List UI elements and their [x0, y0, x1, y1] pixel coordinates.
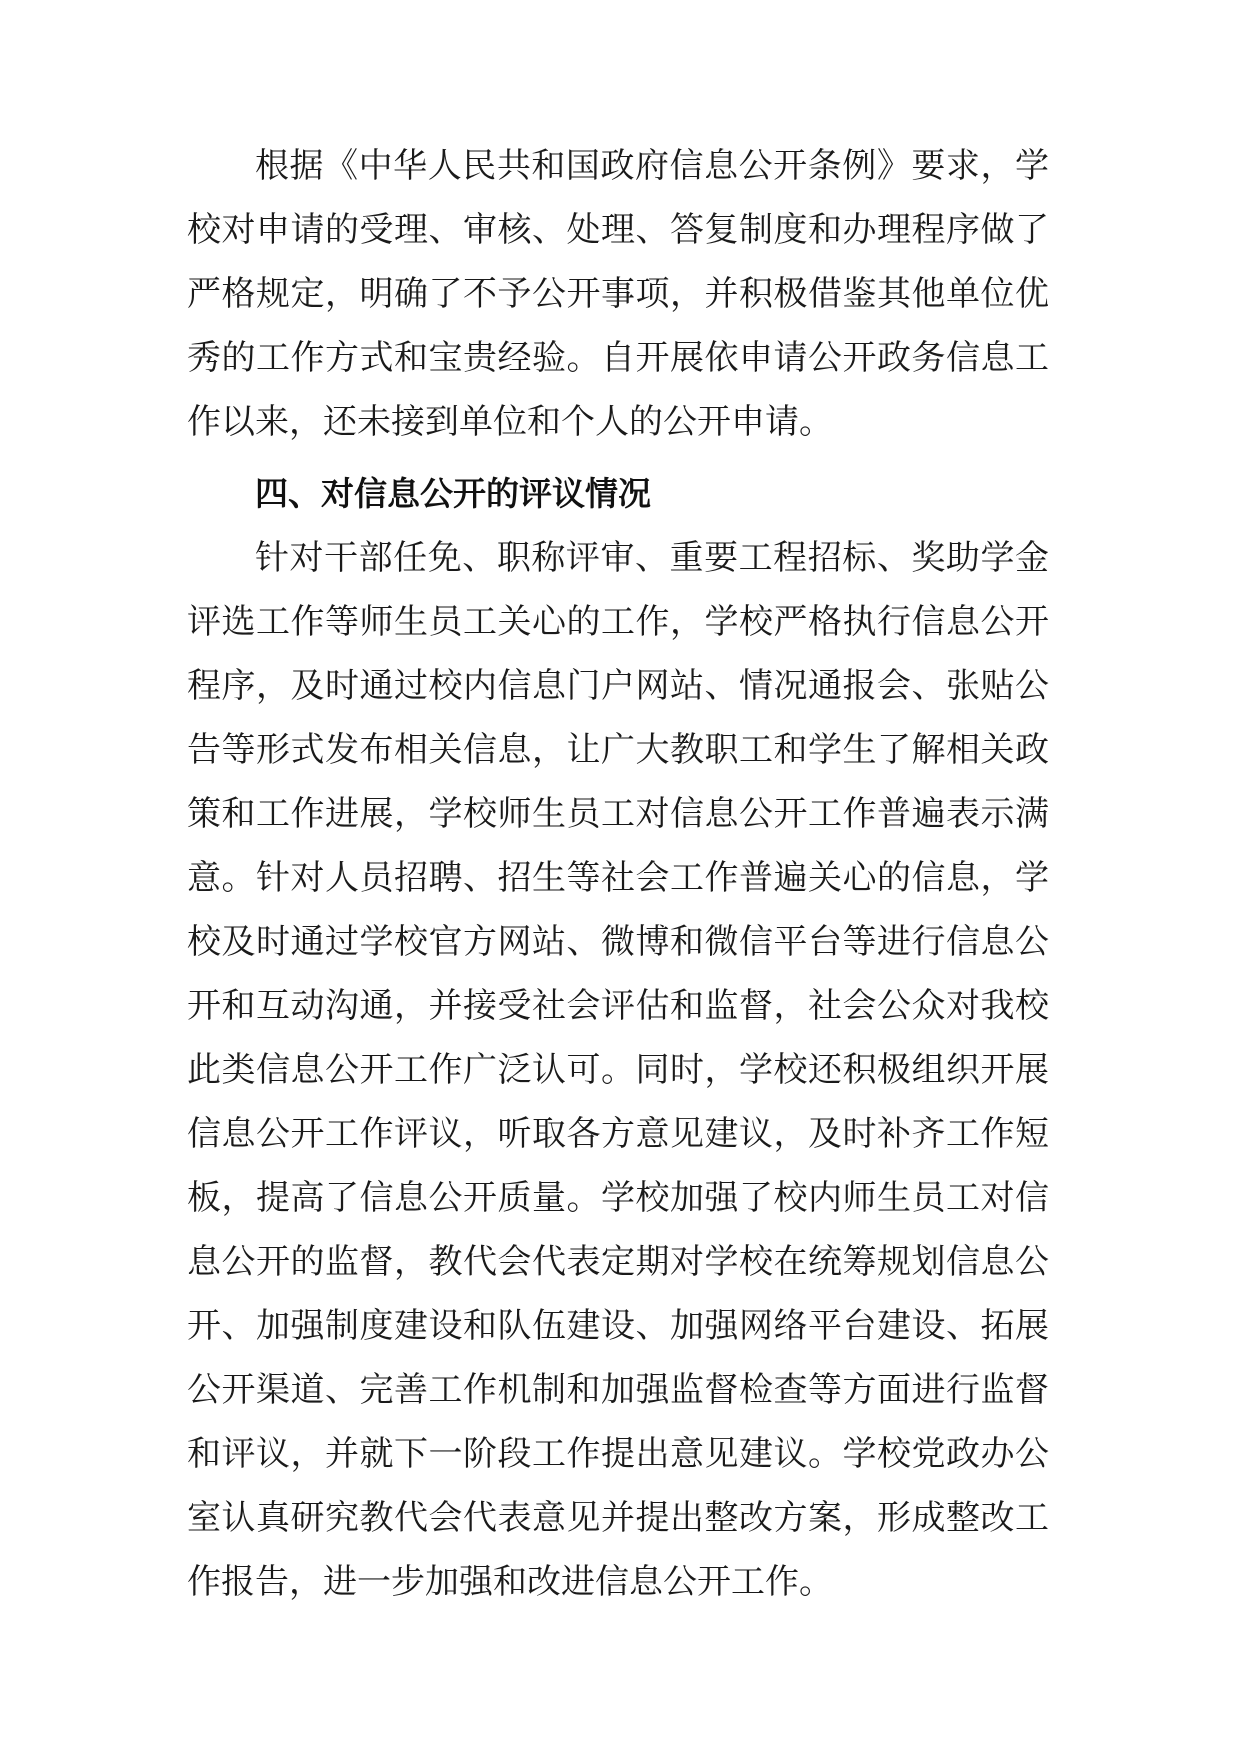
- paragraph-line: 秀的工作方式和宝贵经验。自开展依申请公开政务信息工: [187, 338, 1049, 378]
- paragraph-line: 评选工作等师生员工关心的工作，学校严格执行信息公开: [187, 602, 1049, 642]
- paragraph-line: 校对申请的受理、审核、处理、答复制度和办理程序做了: [187, 210, 1049, 250]
- paragraph-line: 作以来，还未接到单位和个人的公开申请。: [187, 402, 833, 442]
- paragraph-line: 开、加强制度建设和队伍建设、加强网络平台建设、拓展: [187, 1306, 1049, 1346]
- paragraph-line: 针对干部任免、职称评审、重要工程招标、奖助学金: [255, 538, 1049, 578]
- paragraph-line: 息公开的监督，教代会代表定期对学校在统筹规划信息公: [187, 1242, 1049, 1282]
- paragraph-line: 此类信息公开工作广泛认可。同时，学校还积极组织开展: [187, 1050, 1049, 1090]
- paragraph-line: 意。针对人员招聘、招生等社会工作普遍关心的信息，学: [187, 858, 1049, 898]
- paragraph-line: 告等形式发布相关信息，让广大教职工和学生了解相关政: [187, 730, 1049, 770]
- paragraph-line: 策和工作进展，学校师生员工对信息公开工作普遍表示满: [187, 794, 1049, 834]
- paragraph-line: 室认真研究教代会代表意见并提出整改方案，形成整改工: [187, 1498, 1049, 1538]
- paragraph-line: 根据《中华人民共和国政府信息公开条例》要求，学: [255, 146, 1049, 186]
- paragraph-line: 开和互动沟通，并接受社会评估和监督，社会公众对我校: [187, 986, 1049, 1026]
- paragraph-line: 严格规定，明确了不予公开事项，并积极借鉴其他单位优: [187, 274, 1049, 314]
- paragraph-line: 校及时通过学校官方网站、微博和微信平台等进行信息公: [187, 922, 1049, 962]
- section3-paragraph: [187, 134, 1049, 454]
- paragraph-line: 公开渠道、完善工作机制和加强监督检查等方面进行监督: [187, 1370, 1049, 1410]
- paragraph-line: 程序，及时通过校内信息门户网站、情况通报会、张贴公: [187, 666, 1049, 706]
- section4-paragraph: [187, 526, 1049, 1614]
- section4-heading: 四、对信息公开的评议情况: [255, 474, 651, 513]
- paragraph-line: 作报告，进一步加强和改进信息公开工作。: [187, 1562, 833, 1602]
- paragraph-line: 和评议，并就下一阶段工作提出意见建议。学校党政办公: [187, 1434, 1049, 1474]
- paragraph-line: 信息公开工作评议，听取各方意见建议，及时补齐工作短: [187, 1114, 1049, 1154]
- paragraph-line: 板，提高了信息公开质量。学校加强了校内师生员工对信: [187, 1178, 1049, 1218]
